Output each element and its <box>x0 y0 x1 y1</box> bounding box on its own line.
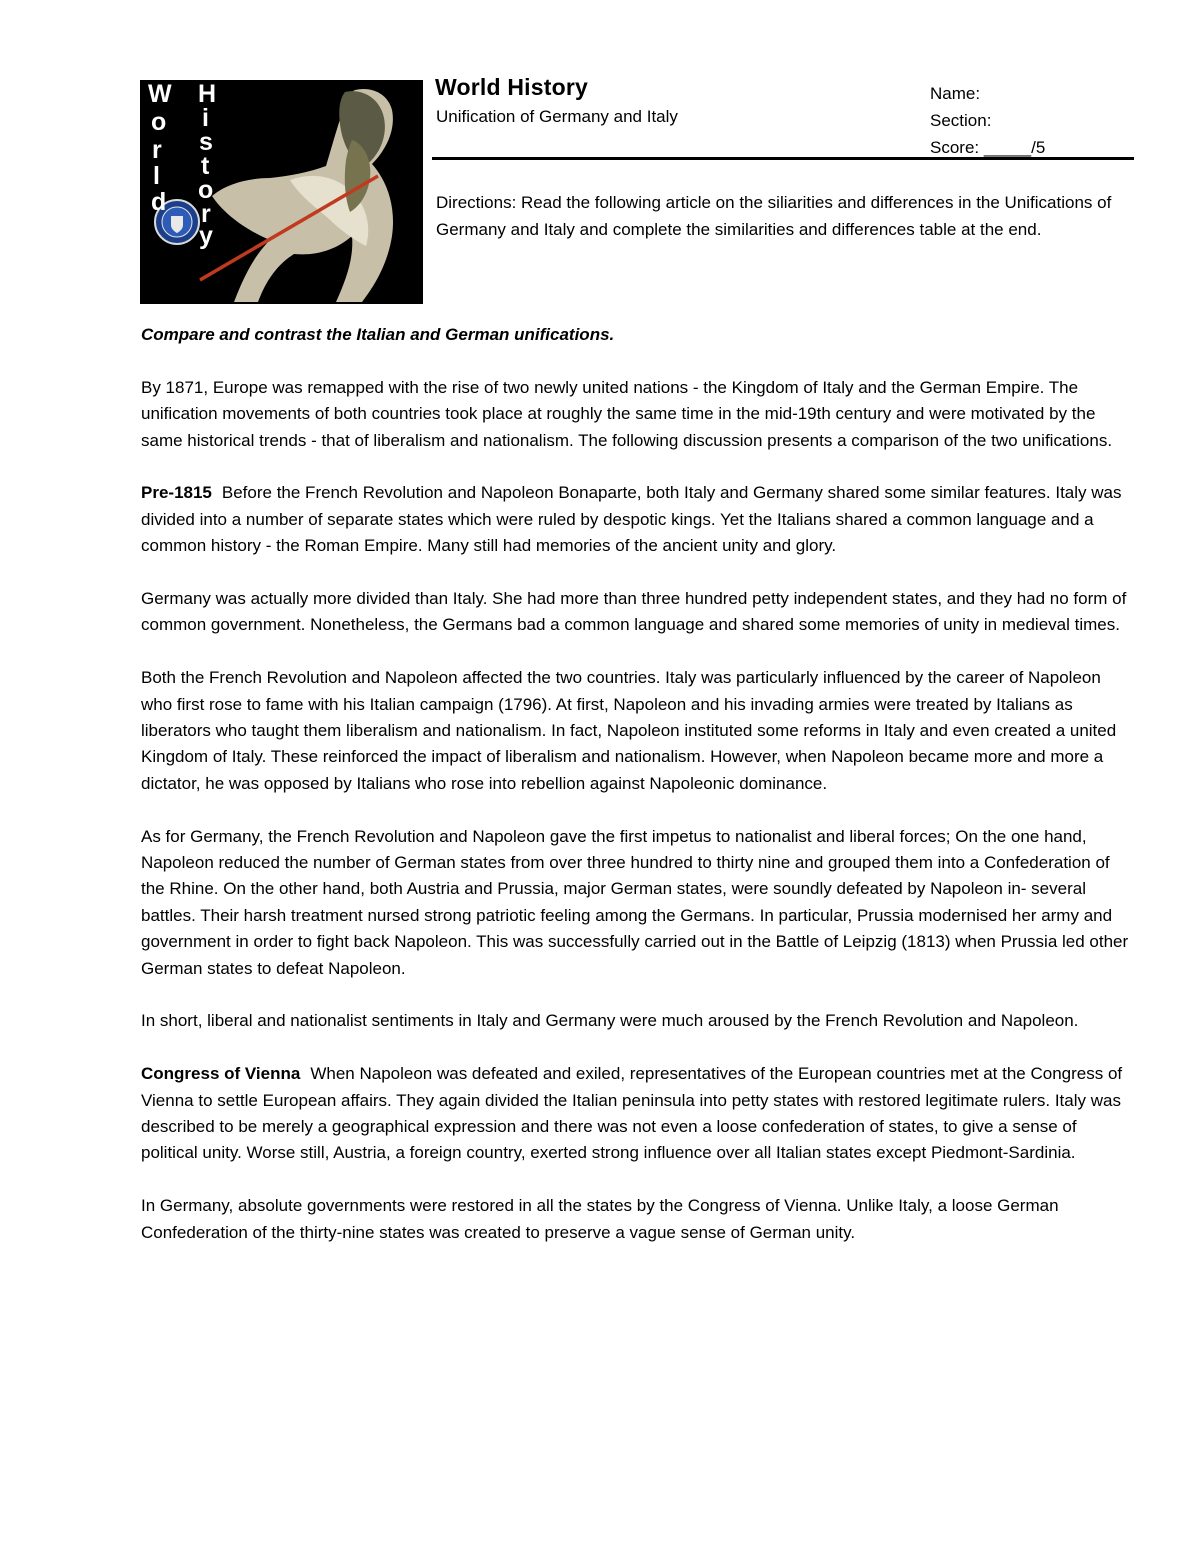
paragraph-french-revolution: Both the French Revolution and Napoleon affected the two countries. Italy was particularly influenced by the career of Napoleon who first rose to fame with his Italian campaign (1796). At first, Napoleon and his invading armies were treated by Italians as liberators who taught them liberalism and nationalism. In fact, Napoleon instituted some reforms in Italy and even created a united Kingdom of Italy. These reinforced the impact of liberalism and nationalism. However, when Napoleon became more and more a dictator, he was opposed by Italians who rose into rebellion against Napoleonic dominance. <box>141 668 1117 793</box>
svg-text:W: W <box>148 80 172 108</box>
svg-text:o: o <box>151 108 167 136</box>
name-label: Name: <box>930 84 981 103</box>
page-subtitle: Unification of Germany and Italy <box>436 107 678 126</box>
svg-text:t: t <box>201 152 210 180</box>
directions-text: Directions: Read the following article on the siliarities and differences in the Unifications of Germany and Italy and complete the similarities and differences table at the end. <box>436 193 1112 239</box>
svg-text:l: l <box>153 162 160 190</box>
paragraph-germany-absolute: In Germany, absolute governments were restored in all the states by the Congress of Vienna. Unlike Italy, a loose German Confederation of the thirty-nine states was created to preserve a vague sense of German unity. <box>141 1196 1059 1242</box>
svg-text:r: r <box>152 136 162 164</box>
article-intro: By 1871, Europe was remapped with the rise of two newly united nations - the Kingdom of Italy and the German Empire. The unification movements of both countries took place at roughly the same time in the mid-19th century and were motivated by the same historical trends - that of liberalism and nationalism. The following discussion presents a comparison of the two unifications. <box>141 377 1113 450</box>
score-label: Score: _____/5 <box>930 138 1046 157</box>
article-heading: Compare and contrast the Italian and German unifications. <box>141 325 615 344</box>
paragraph-germany-divided: Germany was actually more divided than Italy. She had more than three hundred petty independent states, and they had no form of common government. Nonetheless, the Germans bad a common language and shared some memories of unity in medieval times. <box>141 589 1127 635</box>
pre-1815-text: Before the French Revolution and Napoleon Bonaparte, both Italy and Germany shared some similar features. Italy was divided into a number of separate states which were ruled by despotic kings. Yet the Italians shared a common language and a common history - the Roman Empire. Many still had memories of the ancient unity and glory. <box>141 483 1122 556</box>
svg-text:s: s <box>199 128 213 156</box>
paragraph-germany-impetus: As for Germany, the French Revolution and Napoleon gave the first impetus to nationalist and liberal forces; On the one hand, Napoleon reduced the number of German states from over three hundred to thirty nine and grouped them into a Confederation of the Rhine. On the other hand, both Austria and Prussia, major German states, were soundly defeated by Napoleon in- several battles. Their harsh treatment nursed strong patriotic feeling among the Germans. In particular, Prussia modernised her army and government in order to fight back Napoleon. This was successfully carried out in the Battle of Leipzig (1813) when Prussia led other German states to defeat Napoleon. <box>141 826 1129 978</box>
pre-1815-label: Pre-1815 <box>141 483 212 503</box>
paragraph-in-short: In short, liberal and nationalist sentiments in Italy and Germany were much aroused by the French Revolution and Napoleon. <box>141 1011 1079 1031</box>
svg-text:d: d <box>151 188 167 216</box>
svg-text:o: o <box>198 176 214 204</box>
header-divider <box>432 157 1134 160</box>
paragraph-pre-1815 <box>141 480 1136 559</box>
article-body <box>141 322 1136 1272</box>
world-history-logo <box>140 80 423 304</box>
svg-text:i: i <box>202 104 209 132</box>
logo-graphic <box>140 80 423 304</box>
section-label: Section: <box>930 111 992 130</box>
svg-text:H: H <box>198 80 217 108</box>
congress-of-vienna-label: Congress of Vienna <box>141 1064 301 1084</box>
congress-of-vienna-text: When Napoleon was defeated and exiled, representatives of the European countries met at the Congress of Vienna to settle European affairs. They again divided the Italian peninsula into petty states with restored legitimate rulers. Italy was described to be merely a geographical expression and there was not even a loose confederation of states, to give a sense of political unity. Worse still, Austria, a foreign country, exerted strong influence over all Italian states except Piedmont-Sardinia. <box>141 1064 1123 1163</box>
student-info-block <box>930 80 1045 161</box>
paragraph-congress-of-vienna <box>141 1061 1136 1167</box>
svg-text:r: r <box>201 200 211 228</box>
page-title: World History <box>435 74 588 100</box>
svg-text:y: y <box>199 222 213 250</box>
